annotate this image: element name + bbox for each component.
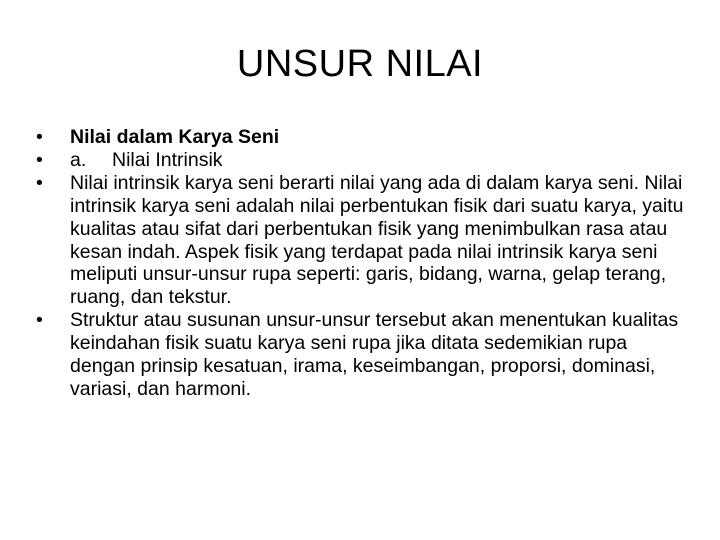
bullet-item-paragraph [36, 172, 688, 309]
bullet-icon: • [36, 309, 43, 332]
bullet-icon: • [36, 148, 43, 171]
bullet-item-subheading [36, 149, 688, 172]
bullet-text: Nilai intrinsik karya seni berarti nilai yang ada di dalam karya seni. Nilai intrinsik karya seni adalah nilai perbentukan fisik dari suatu karya, yaitu kualitas atau sifat dari perbentukan fisik yang menimbulkan rasa atau kesan indah. Aspek fisik yang terdapat pada nilai intrinsik karya seni meliputi unsur-unsur rupa seperti: garis, bidang, warna, gelap terang, ruang, dan tekstur. [70, 171, 684, 309]
bullet-icon: • [36, 171, 43, 194]
bullet-text: Struktur atau susunan unsur-unsur tersebut akan menentukan kualitas keindahan fisik suatu karya seni rupa jika ditata sedemikian rupa dengan prinsip kesatuan, irama, keseimbangan, proporsi, dominasi, variasi, dan harmoni. [70, 309, 679, 400]
bullet-text: Nilai Intrinsik [112, 148, 223, 171]
slide-title: UNSUR NILAI [236, 43, 484, 85]
bullet-number: a. [70, 148, 87, 171]
bullet-item-heading [36, 126, 688, 149]
bullet-item-paragraph [36, 309, 688, 401]
bullet-icon: • [36, 126, 43, 148]
bullet-text: Nilai dalam Karya Seni [70, 126, 280, 148]
bullet-list [36, 126, 688, 401]
